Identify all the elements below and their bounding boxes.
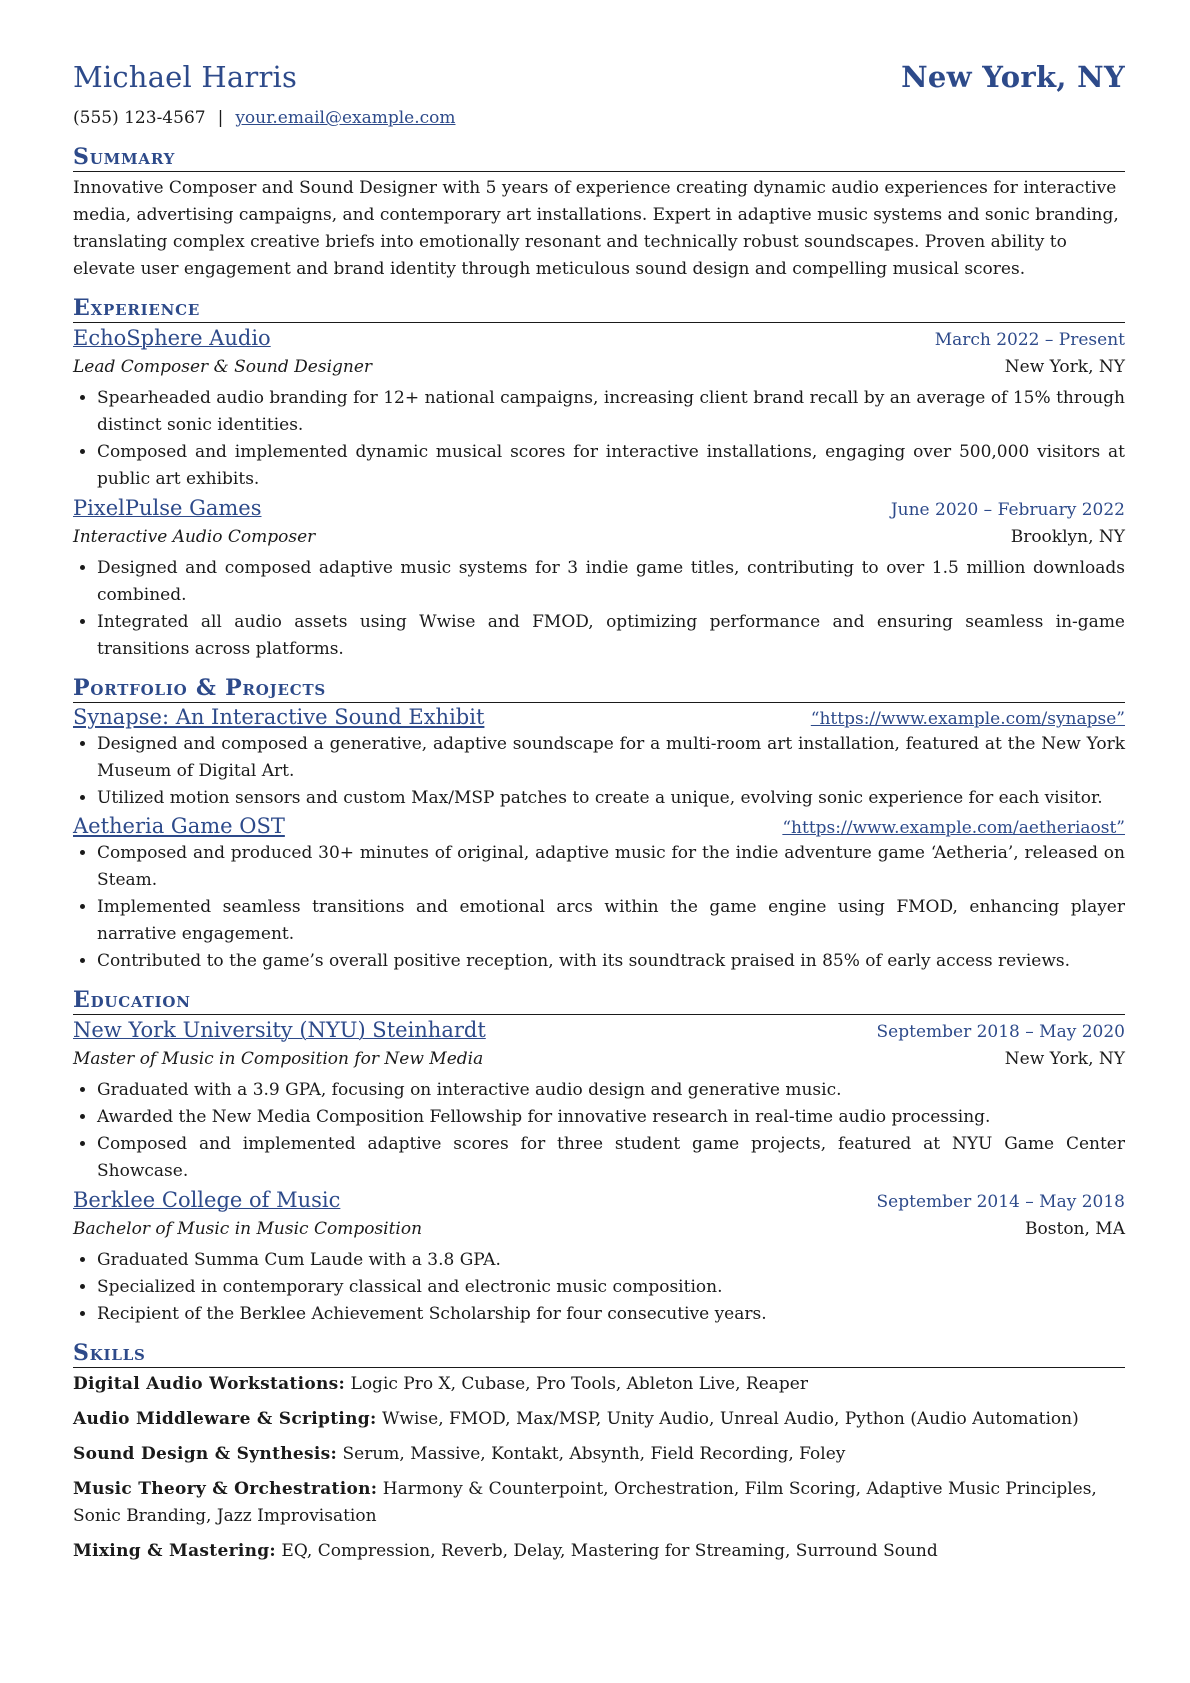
- job-title: Lead Composer & Sound Designer: [73, 357, 373, 377]
- skill-row: [73, 1371, 1125, 1398]
- job-bullets: [73, 555, 1125, 663]
- job-location: Brooklyn, NY: [1010, 527, 1125, 547]
- list-item: • Designed and composed adaptive music systems for 3 indie game titles, contributing to over 1.5 million downloads combined.: [97, 555, 1125, 609]
- skill-value: Serum, Massive, Kontakt, Absynth, Field Recording, Foley: [342, 1444, 846, 1464]
- list-item: • Specialized in contemporary classical and electronic music composition.: [97, 1274, 1125, 1301]
- skill-label: Sound Design & Synthesis:: [73, 1444, 338, 1464]
- project-entry: [73, 812, 1125, 975]
- experience-entry: [73, 493, 1125, 663]
- school-location: New York, NY: [1004, 1049, 1125, 1069]
- list-item: • Implemented seamless transitions and emotional arcs within the game engine using FMOD, enhancing player narrative engagement.: [97, 894, 1125, 948]
- project-url-link[interactable]: “https://www.example.com/aetheriaost”: [782, 818, 1125, 838]
- education-bullets: [73, 1077, 1125, 1185]
- email-link[interactable]: your.email@example.com: [235, 108, 456, 128]
- school-link[interactable]: New York University (NYU) Steinhardt: [73, 1018, 486, 1042]
- project-title-link[interactable]: Aetheria Game OST: [73, 814, 285, 838]
- project-url-link[interactable]: “https://www.example.com/synapse”: [810, 709, 1125, 729]
- list-item: • Designed and composed a generative, adaptive soundscape for a multi-room art installation, featured at the New York Museum of Digital Art.: [97, 731, 1125, 785]
- school-location: Boston, MA: [1025, 1219, 1125, 1239]
- section-title-experience: Experience: [73, 295, 1125, 323]
- skill-value: EQ, Compression, Reverb, Delay, Mastering for Streaming, Surround Sound: [281, 1541, 938, 1561]
- contact-line: [73, 108, 1125, 132]
- degree-title: Master of Music in Composition for New Media: [73, 1049, 484, 1069]
- skill-label: Music Theory & Orchestration:: [73, 1479, 378, 1499]
- skill-row: [73, 1406, 1125, 1433]
- skill-value: Logic Pro X, Cubase, Pro Tools, Ableton Live, Reaper: [350, 1374, 808, 1394]
- contact-separator: |: [217, 108, 224, 128]
- list-item: • Composed and produced 30+ minutes of original, adaptive music for the indie adventure game ‘Aetheria’, released on Steam.: [97, 840, 1125, 894]
- list-item: • Recipient of the Berklee Achievement Scholarship for four consecutive years.: [97, 1301, 1125, 1328]
- skill-value: Harmony & Counterpoint, Orchestration, Film Scoring, Adaptive Music Principles, Sonic Branding, Jazz Improvisation: [73, 1479, 1097, 1526]
- skill-row: [73, 1441, 1125, 1468]
- education-entry: [73, 1185, 1125, 1328]
- list-item: • Graduated Summa Cum Laude with a 3.8 GPA.: [97, 1247, 1125, 1274]
- summary-text: Innovative Composer and Sound Designer with 5 years of experience creating dynamic audio experiences for interactive media, advertising campaigns, and contemporary art installations. Expert in adaptive music systems and sonic branding, translating complex creative briefs into emotionally resonant and technically robust soundscapes. Proven ability to elevate user engagement and brand identity through meticulous sound design and compelling musical scores.: [73, 178, 1119, 279]
- list-item: • Composed and implemented adaptive scores for three student game projects, featured at NYU Game Center Showcase.: [97, 1131, 1125, 1185]
- job-location: New York, NY: [1004, 357, 1125, 377]
- skill-label: Audio Middleware & Scripting:: [73, 1409, 377, 1429]
- experience-entry: [73, 323, 1125, 493]
- list-item: • Utilized motion sensors and custom Max/MSP patches to create a unique, evolving sonic experience for each visitor.: [97, 785, 1125, 812]
- list-item: • Integrated all audio assets using Wwise and FMOD, optimizing performance and ensuring seamless in-game transitions across platforms.: [97, 609, 1125, 663]
- resume-page: [73, 60, 1125, 1565]
- education-entry: [73, 1015, 1125, 1185]
- list-item: • Contributed to the game’s overall positive reception, with its soundtrack praised in 85% of early access reviews.: [97, 948, 1125, 975]
- school-link[interactable]: Berklee College of Music: [73, 1188, 341, 1212]
- job-dates: June 2020 – February 2022: [890, 500, 1125, 520]
- header-location: New York, NY: [901, 60, 1125, 94]
- project-bullets: [73, 731, 1125, 812]
- skill-row: [73, 1476, 1125, 1530]
- degree-title: Bachelor of Music in Music Composition: [73, 1219, 423, 1239]
- job-title: Interactive Audio Composer: [73, 527, 316, 547]
- school-dates: September 2018 – May 2020: [876, 1022, 1125, 1042]
- job-bullets: [73, 385, 1125, 493]
- skill-label: Mixing & Mastering:: [73, 1541, 277, 1561]
- candidate-name: Michael Harris: [73, 60, 298, 94]
- skill-row: [73, 1538, 1125, 1565]
- section-title-summary: Summary: [73, 144, 1125, 172]
- project-bullets: [73, 840, 1125, 975]
- section-title-projects: Portfolio & Projects: [73, 675, 1125, 703]
- section-title-skills: Skills: [73, 1340, 1125, 1368]
- list-item: • Composed and implemented dynamic musical scores for interactive installations, engaging over 500,000 visitors at public art exhibits.: [97, 439, 1125, 493]
- list-item: • Awarded the New Media Composition Fellowship for innovative research in real-time audio processing.: [97, 1104, 1125, 1131]
- school-dates: September 2014 – May 2018: [876, 1192, 1125, 1212]
- education-bullets: [73, 1247, 1125, 1328]
- employer-link[interactable]: EchoSphere Audio: [73, 326, 271, 350]
- employer-link[interactable]: PixelPulse Games: [73, 496, 262, 520]
- section-title-education: Education: [73, 987, 1125, 1015]
- project-entry: [73, 703, 1125, 812]
- resume-header: [73, 60, 1125, 102]
- job-dates: March 2022 – Present: [934, 330, 1125, 350]
- list-item: • Spearheaded audio branding for 12+ national campaigns, increasing client brand recall by an average of 15% through distinct sonic identities.: [97, 385, 1125, 439]
- list-item: • Graduated with a 3.9 GPA, focusing on interactive audio design and generative music.: [97, 1077, 1125, 1104]
- skill-value: Wwise, FMOD, Max/MSP, Unity Audio, Unreal Audio, Python (Audio Automation): [381, 1409, 1079, 1429]
- skill-label: Digital Audio Workstations:: [73, 1374, 346, 1394]
- phone-number: (555) 123-4567: [73, 108, 206, 128]
- project-title-link[interactable]: Synapse: An Interactive Sound Exhibit: [73, 705, 485, 729]
